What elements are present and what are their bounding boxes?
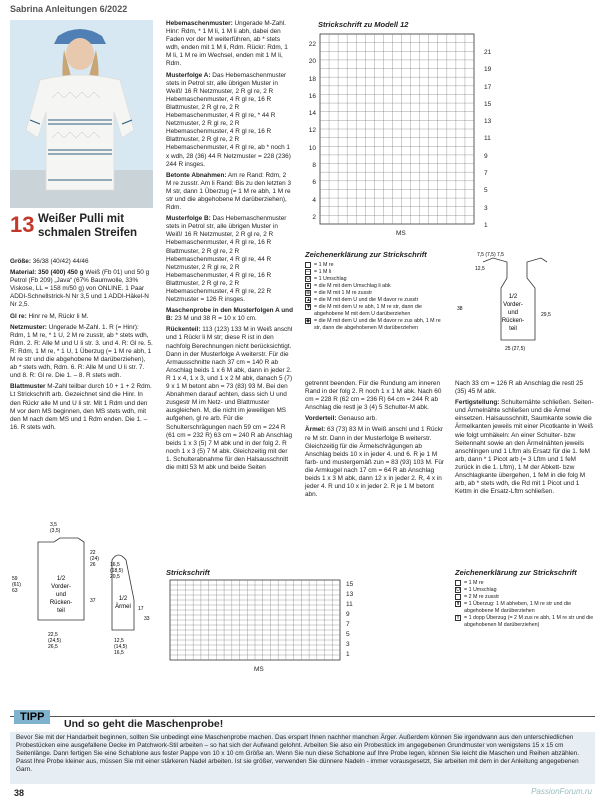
legend1-item: ▲ = die M mit dem U und die M davor re zusstr bbox=[306, 297, 419, 303]
chart1-row-numbers-left: 22 20 18 16 14 12 10 8 6 4 2 bbox=[308, 41, 316, 221]
svg-text:12,5: 12,5 bbox=[114, 638, 124, 644]
legend1-item: U = 1 Umschlag bbox=[306, 276, 347, 282]
woman-sweater-illustration bbox=[10, 20, 153, 208]
schema-body-top bbox=[455, 248, 595, 360]
knitting-chart-1 bbox=[300, 30, 500, 240]
svg-text:(24): (24) bbox=[90, 556, 99, 562]
schema-body-sleeve bbox=[10, 520, 155, 670]
model-photo bbox=[10, 20, 153, 208]
svg-text:29,5: 29,5 bbox=[541, 312, 551, 318]
svg-text:1/2: 1/2 bbox=[56, 576, 66, 582]
model-title: Weißer Pulli mit schmalen Streifen bbox=[38, 213, 138, 239]
page-number: 38 bbox=[14, 788, 25, 798]
paragraph-material: Material: 350 (400) 450 g Weiß (Fb 01) und 50 g Petrol (Fb 209) „Java“ (67% Baumwolle, 33% Viskose, LL = 158 m/50 g) von ONLINE. 1 Paar ADDI-Schnellstrick-N Nr 3,5 und 1 ADDI-Häkel-N Nr 2,5. bbox=[10, 269, 150, 309]
paragraph-vorderteil: Vorderteil: Genauso arb. bbox=[305, 415, 378, 423]
svg-text:25 (27,5): 25 (27,5) bbox=[505, 346, 526, 352]
svg-text:(14,5): (14,5) bbox=[114, 644, 128, 650]
legend2-item: ⬆ = 1 Überzug: 1 M abheben, 1 M re str und die abgehobene M darüberziehen bbox=[456, 601, 572, 614]
svg-text:Rücken-: Rücken- bbox=[49, 600, 73, 606]
paragraph-size: Größe: 36/38 (40/42) 44/46 bbox=[10, 258, 89, 265]
paragraph-fertigstellung: Fertigstellung: Schulternähte schließen. Seiten- und Ärmelnähte schließen und die Ärmel einsetzen. Halsausschnitt, Saumkante sowie die Ärmelkanten jeweils mit einer Picotkante in Weiß wie folgt umhäkeln: An einer Schulter- bzw Seitennaht sowie an den Ärmelnähten jeweils anschlingen und 1 Lftm als Ersatz für die 1. feM arb, dann * 1 Picot arb (= 3 Lftm und 1 feM zurück in die 1. Lftm), 1 M der Abkett- bzw Anschlagkante übergehen, 1 feM in die folg M arb, ab * stets wdh, die Rd mit 1 Picot und 1 Kettm in die Ersatz-Lftm schließen. bbox=[455, 399, 594, 496]
tipp-text: Bevor Sie mit der Handarbeit beginnen, sollten Sie unbedingt eine Maschenprobe machen. Das erspart Ihnen nachher manchen Ärger. Außerdem können Sie irgendwann aus den unterschiedlichen Probestücken eine ausgefallene Decke im Patchwork-Stil arbeiten – so hat sich der Aufwand gelohnt. Arbeiten Sie also ein Probestück im angegebenen Grundmuster von wenigstens 15 x 15 cm Seitenlänge. Dann fertigen Sie eine Schablone aus fester Pappe von 10 x 10 cm Größe an. Wenn Sie nun diese Schablone auf Ihre Probe legen, können Sie leicht die Maschen und Reihen abzählen. Passt Ihre Probe kleiner aus, müssen Sie mit einer stärkeren Nadel arbeiten. Ist sie größer, verwenden Sie dünnere Nadeln - immer vorausgesetzt, Sie arbeiten mit dem in der Anleitung angegebenen Garn. bbox=[10, 732, 595, 784]
legend1-item: ▼ = die M mit dem U re abh, 1 M re str, dann die abgehobene M mit dem U darüberziehen bbox=[306, 304, 422, 317]
legend1-item: ◆ = die M mit dem U und die M davor re zus abh, 1 M re str, dann die abgehobenen M darüberziehen bbox=[306, 318, 441, 331]
svg-text:33: 33 bbox=[144, 616, 150, 622]
paragraph-aermel-cont: Nach 33 cm = 126 R ab Anschlag die restl 25 (35) 45 M abk. bbox=[455, 380, 584, 396]
svg-text:63: 63 bbox=[12, 588, 18, 594]
legend1-item: — = 1 M li bbox=[306, 269, 332, 275]
svg-text:Vorder-: Vorder- bbox=[503, 302, 523, 308]
magazine-header: Sabrina Anleitungen 6/2022 bbox=[10, 4, 128, 14]
svg-text:1/2: 1/2 bbox=[508, 294, 518, 300]
paragraph-musterfolge-a: Musterfolge A: Das Hebemaschenmuster stets in Petrol str, alle übrigen Muster in Weiß! 16 R Netzmuster, 2 R gl re, 2 R Hebemaschenmuster, 4 R gl re, 16 R Blattmuster, 2 R gl re, 2 R Hebemaschenmuster, 4 R gl re, * 44 R Netzmuster, 2 R gl re, 2 R Hebemaschenmuster, 4 R gl re, 16 R Blattmuster, 2 R gl re, 2 R Hebemaschenmuster, 4 R gl re, ab * noch 1 x wdh, 28 (36) 44 R Netzmuster = 228 (236) 244 R insges. bbox=[166, 71, 291, 168]
chart1-grid bbox=[300, 30, 500, 240]
paragraph-musterfolge-b: Musterfolge B: Das Hebemaschenmuster stets in Petrol str, alle übrigen Muster in Weiß! 16 R Netzmuster, 2 R gl re, 2 R Hebemaschenmuster, 4 R gl re, 16 R Blattmuster, 2 R gl re, 2 R Hebemaschenmuster, 4 R gl re, 44 R Netzmuster, 2 R gl re, 2 R Hebemaschenmuster, 4 R gl re, 16 R Blattmuster, 2 R gl re, 2 R Hebemaschenmuster, 4 R gl re, 22 R Netzmuster = 126 R insges. bbox=[166, 215, 287, 304]
chart1-title: Strickschrift zu Modell 12 bbox=[318, 20, 409, 29]
svg-text:3,5: 3,5 bbox=[50, 522, 57, 528]
legend2-list bbox=[455, 580, 595, 629]
model-number: 13 bbox=[10, 212, 35, 237]
paragraph-maschenprobe: Maschenprobe in den Musterfolgen A und B: 23 M und 38 R = 10 x 10 cm. bbox=[166, 307, 293, 323]
paragraph-netzmuster: Netzmuster: Ungerade M-Zahl. 1. R (= Hinr): Rdm, 1 M re, * 1 U, 2 M re zusstr, ab * stets wdh, Rdm. 2. R: Alle M und U li str. 3. und 4. R: Gl re. 5. R: Rdm, 1 M re, * 1 U, 1 Überzug (= 1 M re abh, 1 M re str und die abgehobene M darüberziehen), ab * stets wdh, Rdm. 6. R: Alle M und U li str. 7. und 8. R: Gl re. Die 1. – 8. R stets wdh. bbox=[10, 323, 153, 380]
legend1-list bbox=[305, 262, 445, 332]
legend2-item: = 1 M re bbox=[455, 580, 595, 587]
svg-text:(3,5): (3,5) bbox=[50, 528, 61, 534]
instructions-column-4 bbox=[455, 380, 595, 499]
instructions-column-2 bbox=[166, 20, 293, 475]
chart1-ms-label: MS bbox=[396, 230, 406, 237]
tipp-divider bbox=[10, 716, 595, 717]
knitting-chart-2 bbox=[166, 578, 366, 680]
paragraph-blattmuster: Blattmuster M-Zahl teilbar durch 10 + 1 + 2 Rdm. Lt Strickschrift arb. Gezeichnet sind die Hinr. In den Rückr alle M und U li str. Mit 1 Rdm und den M vor dem MS beginnen, den MS stets wdh, mit den M nach dem MS und 1 Rdm enden. Die 1. – 16. R stets wdh. bbox=[10, 383, 152, 431]
svg-text:38: 38 bbox=[457, 306, 463, 312]
svg-text:37: 37 bbox=[90, 598, 96, 604]
svg-text:(18,5): (18,5) bbox=[110, 568, 124, 574]
legend2-item: ⇑ = 1 dopp Überzug (= 2 M zus re abh, 1 M re str und die abgehobenen M darüberziehen) bbox=[456, 615, 594, 628]
instructions-column-1 bbox=[10, 258, 153, 435]
paragraph-gl-re: Gl re: Hinr re M, Rückr li M. bbox=[10, 312, 89, 320]
svg-text:Ärmel: Ärmel bbox=[115, 604, 131, 610]
svg-text:(61): (61) bbox=[12, 582, 21, 588]
legend1-title: Zeichenerklärung zur Strickschrift bbox=[305, 250, 427, 259]
chart2-ms-label: MS bbox=[254, 666, 264, 673]
instructions-column-3 bbox=[305, 380, 448, 502]
svg-text:20,5: 20,5 bbox=[110, 574, 120, 580]
paragraph-aermel: Ärmel: 63 (73) 83 M in Weiß anschl und 1 Rückr re M str. Dann in der Musterfolge B weiterstr. Gleichzeitig für die Ärmelschrägungen ab Anschlag beids 10 x in jeder 4. und 6. R je 1 M farb- und mustergemäß zun = 83 (93) 103 M. Für die Armkugel nach 17 cm = 64 R ab Anschlag beids 1 x 3 M abk, dann 12 x in jeder 2. R, 4 x in jeder 4. R und 10 x in jeder 2. R je 1 M betont abn. bbox=[305, 426, 445, 499]
svg-text:und: und bbox=[55, 592, 67, 598]
svg-text:59: 59 bbox=[12, 576, 18, 582]
svg-text:7,5 (7,5) 7,5: 7,5 (7,5) 7,5 bbox=[477, 252, 504, 258]
paragraph-rueckenteil-cont: getrennt beenden. Für die Rundung am inneren Rand in der folg 2. R noch 1 x 1 M abk. Nach 60 cm = 228 R (62 cm = 236 R) 64 cm = 244 R ab Anschlag die restl je 3 (4) 5 Schulter-M abk. bbox=[305, 380, 442, 412]
svg-text:26: 26 bbox=[90, 562, 96, 568]
svg-text:1/2: 1/2 bbox=[118, 596, 128, 602]
legend1-item: ● = die M mit dem Umschlag li abk bbox=[306, 283, 391, 289]
svg-text:(24,5): (24,5) bbox=[48, 638, 62, 644]
svg-text:teil: teil bbox=[57, 608, 65, 614]
schema-pieces bbox=[10, 520, 155, 670]
paragraph-rueckenteil: Rückenteil: 113 (123) 133 M in Weiß anschl und 1 Rückr li M str; diese R ist in den nachfolg Berechnungen nicht berücksichtigt. Dann in der Musterfolge A weiterstr. Für die Armausschnitte nach 37 cm = 140 R ab Anschlag beids 1 x 6 M abk, dann in jeder 2. R 1 x 4, 1 x 3, und 1 x 2 M abk, danach 5 (7) 9 x 1 M betont abn = 73 (83) 93 M. Bei den Abnahmen darauf achten, dass sich U und zusgestr M im Netz- und Blattmuster ausgleichen. M, die nicht im jeweiligen MS aufgehen, gl re arb. Für die Schulterschrägungen nach 59 cm = 224 R (61 cm = 232 R) 63 cm = 240 R ab Anschlag beids 1 x 3 (5) 7 M abk und in der folg 2. R noch 1 x 3 (5) 7 M abk. Gleichzeitig mit der 1. Schulterabnahme für den Halsausschnitt die mittl 53 M abk und beide Seiten bbox=[166, 326, 293, 471]
tipp-badge: TIPP bbox=[14, 710, 50, 724]
paragraph-betonte-abnahmen: Betonte Abnahmen: Am re Rand: Rdm, 2 M re zusstr. Am li Rand: Bis zu den letzten 3 M str, dann 1 Überzug (= 1 M re abh, 1 M re str und die abgehobene M darüberziehen), Rdm. bbox=[166, 171, 292, 212]
svg-text:und: und bbox=[507, 310, 519, 316]
legend2-item: = 2 M re zusstr bbox=[455, 594, 595, 601]
svg-text:16,5: 16,5 bbox=[114, 650, 124, 656]
svg-text:22,5: 22,5 bbox=[48, 632, 58, 638]
tipp-title: Und so geht die Maschenprobe! bbox=[64, 718, 224, 730]
legend2-title: Zeichenerklärung zur Strickschrift bbox=[455, 568, 577, 577]
svg-text:Rücken-: Rücken- bbox=[501, 318, 525, 324]
schema-body-outline bbox=[455, 248, 595, 360]
chart1-row-numbers-right: 21 19 17 15 13 11 9 7 5 3 1 bbox=[484, 49, 492, 229]
legend1-item: ⊕ = die M mit 1 M re zusstr bbox=[306, 290, 373, 296]
watermark: PassionForum.ru bbox=[531, 787, 592, 796]
svg-text:17: 17 bbox=[138, 606, 144, 612]
chart2-row-numbers: 15 13 11 9 7 5 3 1 bbox=[346, 581, 354, 658]
legend2-item: U = 1 Umschlag bbox=[456, 587, 497, 593]
svg-text:Vorder-: Vorder- bbox=[51, 584, 71, 590]
svg-text:16,5: 16,5 bbox=[110, 562, 120, 568]
chart2-title: Strickschrift bbox=[166, 568, 210, 577]
svg-text:teil: teil bbox=[509, 326, 517, 332]
legend1-item: = 1 M re bbox=[305, 262, 445, 269]
chart2-grid bbox=[166, 578, 366, 678]
paragraph-hebemaschen: Hebemaschenmuster: Ungerade M-Zahl. Hinr: Rdm, * 1 M li, 1 M li abh, dabei den Faden vor der M weiterführen, ab * stets wdh, enden mit 1 M li, Rdm. Rückr: Rdm, 1 M li, 1 M re im Wechsel, enden mit 1 M li, Rdm. bbox=[166, 20, 288, 68]
svg-text:26,5: 26,5 bbox=[48, 644, 58, 650]
svg-text:12,5: 12,5 bbox=[475, 266, 485, 272]
svg-text:22: 22 bbox=[90, 550, 96, 556]
